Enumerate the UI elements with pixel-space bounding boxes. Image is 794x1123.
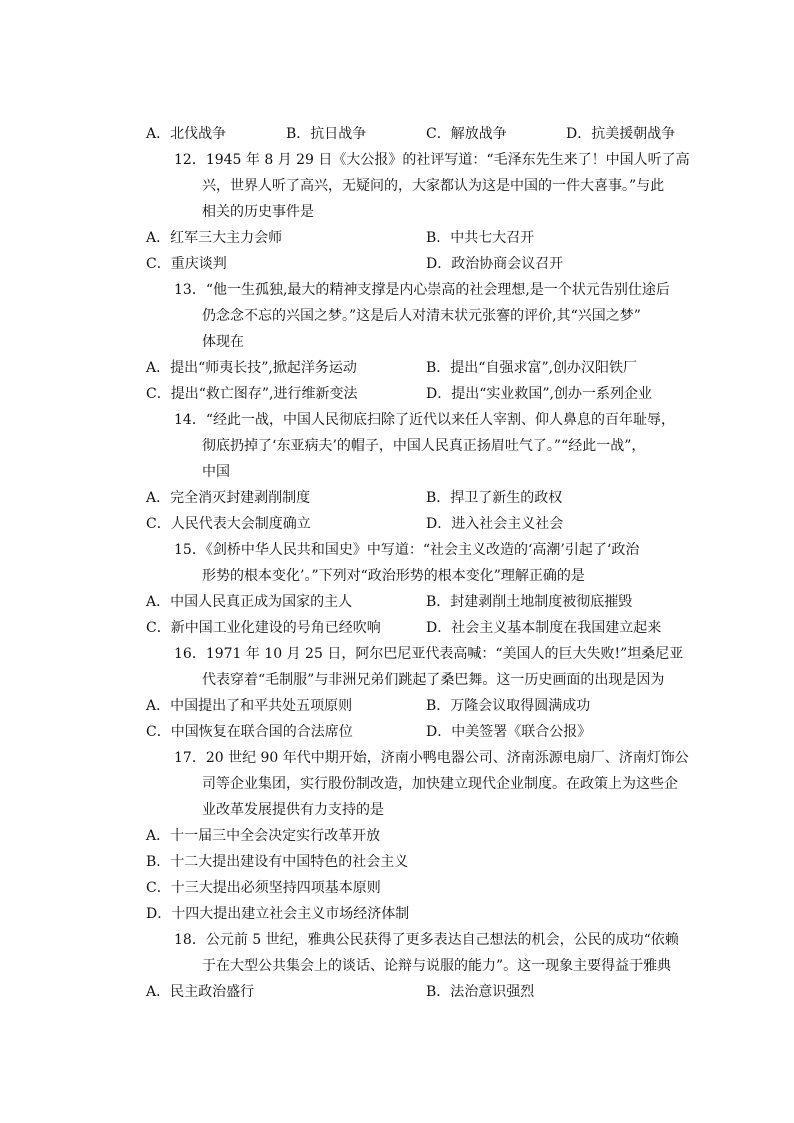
q11-options [146,121,706,147]
q17-stem-line-2: 司等企业集团，实行股份制改造，加快建立现代企业制度。在政策上为这些企 [202,776,678,792]
q13-option-a[interactable]: A．提出“师夷长技”,掀起洋务运动 [146,360,357,376]
q18-option-a[interactable]: A．民主政治盛行 [146,984,255,1000]
q13-stem-line-1: 13．“他一生孤独,最大的精神支撑是内心崇高的社会理想,是一个状元告别仕途后 [174,282,670,298]
q11-option-a[interactable]: A．北伐战争 [146,126,227,142]
q15-option-b[interactable]: B．封建剥削土地制度被彻底摧毁 [426,594,633,610]
q17-stem-line-3: 业改革发展提供有力支持的是 [202,802,384,818]
q12-option-d[interactable]: D．政治协商会议召开 [426,256,564,272]
q12-option-c[interactable]: C．重庆谈判 [146,256,227,272]
q14-option-a[interactable]: A．完全消灭封建剥削制度 [146,490,311,506]
q14-options-row-2 [146,511,706,537]
q12-stem-line-2: 兴，世界人听了高兴，无疑问的，大家都认为这是中国的一件大喜事。”与此 [202,178,665,194]
q17-stem [174,745,704,823]
q15-stem-line-2: 形势的根本变化’。”下列对“政治形势的根本变化”理解正确的是 [202,568,585,584]
q17-option-a[interactable]: A．十一届三中全会决定实行改革开放 [146,828,381,844]
q12-options-row-2 [146,251,706,277]
q13-option-c[interactable]: C．提出“救亡图存”,进行维新变法 [146,386,358,402]
q14-stem-line-3: 中国 [202,464,230,480]
q16-option-a[interactable]: A．中国提出了和平共处五项原则 [146,698,353,714]
q14-stem-line-2: 彻底扔掉了‘东亚病夫’的帽子，中国人民真正扬眉吐气了。”“经此一战”， [202,438,646,454]
q12-options-row-1 [146,225,706,251]
q18-stem-line-2: 于在大型公共集会上的谈话、论辩与说服的能力”。这一现象主要得益于雅典 [202,958,672,974]
q17-option-b[interactable]: B．十二大提出建设有中国特色的社会主义 [146,854,409,870]
q12-option-a[interactable]: A．红军三大主力会师 [146,230,283,246]
q11-option-c[interactable]: C．解放战争 [426,126,507,142]
q16-option-c[interactable]: C．中国恢复在联合国的合法席位 [146,724,353,740]
q17-option-d[interactable]: D．十四大提出建立社会主义市场经济体制 [146,906,410,922]
q12-stem-line-3: 相关的历史事件是 [202,204,314,220]
q18-option-b[interactable]: B．法治意识强烈 [426,984,535,1000]
q15-option-c[interactable]: C．新中国工业化建设的号角已经吹响 [146,620,381,636]
q16-option-d[interactable]: D．中美签署《联合公报》 [426,724,592,740]
q17-stem-line-1: 17．20 世纪 90 年代中期开始，济南小鸭电器公司、济南泺源电扇厂、济南灯饰公 [174,750,689,766]
q15-options-row-1 [146,589,706,615]
q13-options-row-1 [146,355,706,381]
q16-option-b[interactable]: B．万隆会议取得圆满成功 [426,698,591,714]
q17-option-c[interactable]: C．十三大提出必须坚持四项基本原则 [146,880,381,896]
q15-stem-line-1: 15．《剑桥中华人民共和国史》中写道：“社会主义改造的‘高潮’引起了‘政治 [174,542,640,558]
q13-stem-line-3: 体现在 [202,334,244,350]
q16-stem-line-1: 16．1971 年 10 月 25 日，阿尔巴尼亚代表高喊：“美国人的巨大失败!”坦桑尼亚 [174,646,684,662]
q13-stem [174,277,704,355]
q13-stem-line-2: 仍念念不忘的兴国之梦。”这是后人对清末状元张謇的评价,其“兴国之梦” [202,308,641,324]
q12-stem-line-1: 12．1945 年 8 月 29 日《大公报》的社评写道：“毛泽东先生来了！中国人听了高 [174,152,690,168]
q16-options-row-1 [146,693,706,719]
q18-stem [174,927,704,979]
q16-options-row-2 [146,719,706,745]
q14-option-b[interactable]: B．捍卫了新生的政权 [426,490,563,506]
q14-option-d[interactable]: D．进入社会主义社会 [426,516,564,532]
q13-options-row-2 [146,381,706,407]
q15-option-d[interactable]: D．社会主义基本制度在我国建立起来 [426,620,662,636]
q11-option-b[interactable]: B．抗日战争 [286,126,367,142]
q14-options-row-1 [146,485,706,511]
q13-option-b[interactable]: B．提出“自强求富”,创办汉阳铁厂 [426,360,638,376]
q12-option-b[interactable]: B．中共七大召开 [426,230,535,246]
q15-option-a[interactable]: A．中国人民真正成为国家的主人 [146,594,353,610]
q16-stem [174,641,704,693]
q16-stem-line-2: 代表穿着“毛制服”与非洲兄弟们跳起了桑巴舞。这一历史画面的出现是因为 [202,672,665,688]
q15-stem [174,537,704,589]
q17-option-a-row [146,823,706,849]
q12-stem [174,147,704,225]
q14-stem [174,407,704,485]
q17-option-c-row [146,875,706,901]
q15-options-row-2 [146,615,706,641]
q17-option-d-row [146,901,706,927]
q18-options-row-1 [146,979,706,1005]
q14-stem-line-1: 14．“经此一战，中国人民彻底扫除了近代以来任人宰割、仰人鼻息的百年耻辱， [174,412,675,428]
q13-option-d[interactable]: D．提出“实业救国”,创办一系列企业 [426,386,652,402]
q17-option-b-row [146,849,706,875]
q14-option-c[interactable]: C．人民代表大会制度确立 [146,516,311,532]
q18-stem-line-1: 18．公元前 5 世纪，雅典公民获得了更多表达自己想法的机会，公民的成功“依赖 [174,932,679,948]
q11-option-d[interactable]: D．抗美援朝战争 [566,126,676,142]
